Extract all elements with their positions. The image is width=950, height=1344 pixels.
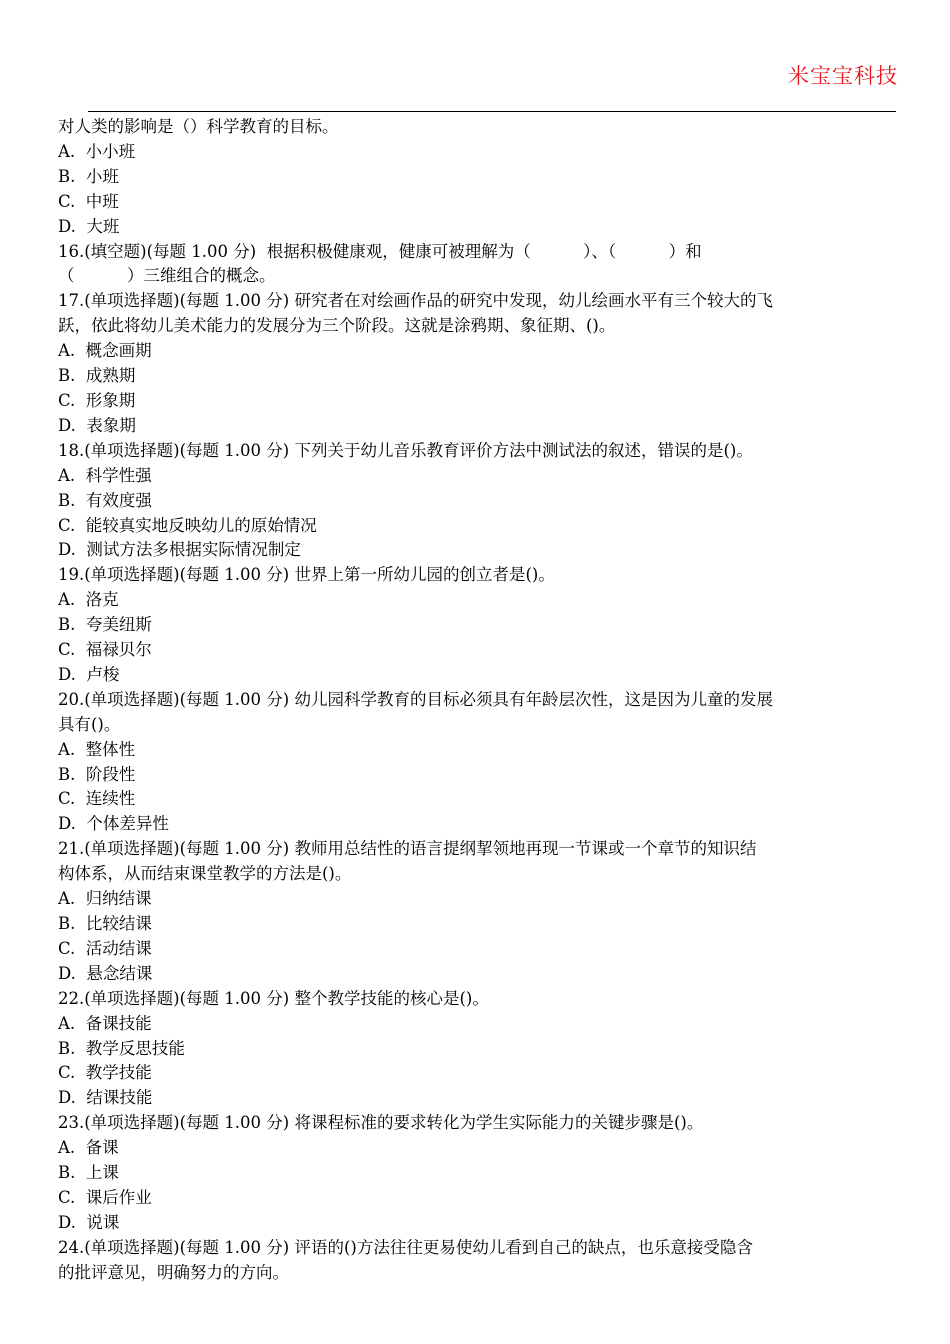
text-line: A. 概念画期 xyxy=(58,341,152,361)
text-line: 具有()。 xyxy=(58,714,121,734)
text-line: C. 能较真实地反映幼儿的原始情况 xyxy=(58,515,317,535)
text-line: 17.(单项选择题)(每题 1.00 分) 研究者在对绘画作品的研究中发现，幼儿绘画水平有三个较大的飞 xyxy=(58,291,773,311)
text-line: D. 说课 xyxy=(58,1212,120,1232)
text-line: A. 科学性强 xyxy=(58,465,152,485)
text-line: D. 大班 xyxy=(58,216,120,236)
text-line: 对人类的影响是（）科学教育的目标。 xyxy=(58,117,339,136)
text-line: A. 归纳结课 xyxy=(58,889,152,909)
text-line: 20.(单项选择题)(每题 1.00 分) 幼儿园科学教育的目标必须具有年龄层次性，这是因为儿童的发展 xyxy=(58,689,773,709)
text-line: B. 上课 xyxy=(58,1163,119,1183)
text-line: B. 夸美纽斯 xyxy=(58,615,152,635)
text-line: 16.(填空题)(每题 1.00 分) 根据积极健康观，健康可被理解为（ ）、（ ）和 xyxy=(58,241,702,261)
text-line: C. 形象期 xyxy=(58,390,136,410)
text-line: 构体系，从而结束课堂教学的方法是()。 xyxy=(58,864,352,884)
text-line: D. 卢梭 xyxy=(58,664,120,684)
text-line: B. 成熟期 xyxy=(58,366,136,386)
text-line: 23.(单项选择题)(每题 1.00 分) 将课程标准的要求转化为学生实际能力的关键步骤是()。 xyxy=(58,1113,704,1133)
text-line: 21.(单项选择题)(每题 1.00 分) 教师用总结性的语言提纲挈领地再现一节课或一个章节的知识结 xyxy=(58,839,757,859)
text-line: B. 教学反思技能 xyxy=(58,1038,185,1058)
text-line: B. 小班 xyxy=(58,166,119,186)
text-line: A. 小小班 xyxy=(58,141,136,161)
text-line: A. 洛克 xyxy=(58,590,119,610)
text-line: 的批评意见，明确努力的方向。 xyxy=(58,1262,289,1282)
document-body xyxy=(58,115,898,1286)
text-line: C. 连续性 xyxy=(58,789,136,809)
text-line: A. 整体性 xyxy=(58,739,136,759)
text-line: A. 备课 xyxy=(58,1138,119,1158)
brand-logo-text: 米宝宝科技 xyxy=(788,64,898,88)
text-line: D. 个体差异性 xyxy=(58,814,169,834)
text-line: （ ）三维组合的概念。 xyxy=(58,266,276,286)
text-line: C. 福禄贝尔 xyxy=(58,640,152,660)
text-line: D. 悬念结课 xyxy=(58,963,153,983)
text-line: 24.(单项选择题)(每题 1.00 分) 评语的()方法往往更易使幼儿看到自己的缺点，也乐意接受隐含 xyxy=(58,1237,753,1257)
text-line: B. 阶段性 xyxy=(58,764,136,784)
header-divider xyxy=(88,111,896,112)
text-line: 22.(单项选择题)(每题 1.00 分) 整个教学技能的核心是()。 xyxy=(58,988,489,1008)
text-line: B. 比较结课 xyxy=(58,914,152,933)
text-line: D. 表象期 xyxy=(58,415,136,435)
text-line: C. 活动结课 xyxy=(58,938,152,958)
text-line: 19.(单项选择题)(每题 1.00 分) 世界上第一所幼儿园的创立者是()。 xyxy=(58,565,555,585)
text-line: 跃，依此将幼儿美术能力的发展分为三个阶段。这就是涂鸦期、象征期、()。 xyxy=(58,316,616,336)
text-line: 18.(单项选择题)(每题 1.00 分) 下列关于幼儿音乐教育评价方法中测试法的叙述，错误的是()。 xyxy=(58,440,753,460)
text-line: D. 测试方法多根据实际情况制定 xyxy=(58,540,301,560)
text-line: C. 教学技能 xyxy=(58,1063,152,1083)
text-line: C. 课后作业 xyxy=(58,1187,152,1207)
text-line: C. 中班 xyxy=(58,191,119,211)
text-line: A. 备课技能 xyxy=(58,1013,152,1033)
text-line: B. 有效度强 xyxy=(58,490,152,510)
text-line: D. 结课技能 xyxy=(58,1088,153,1108)
